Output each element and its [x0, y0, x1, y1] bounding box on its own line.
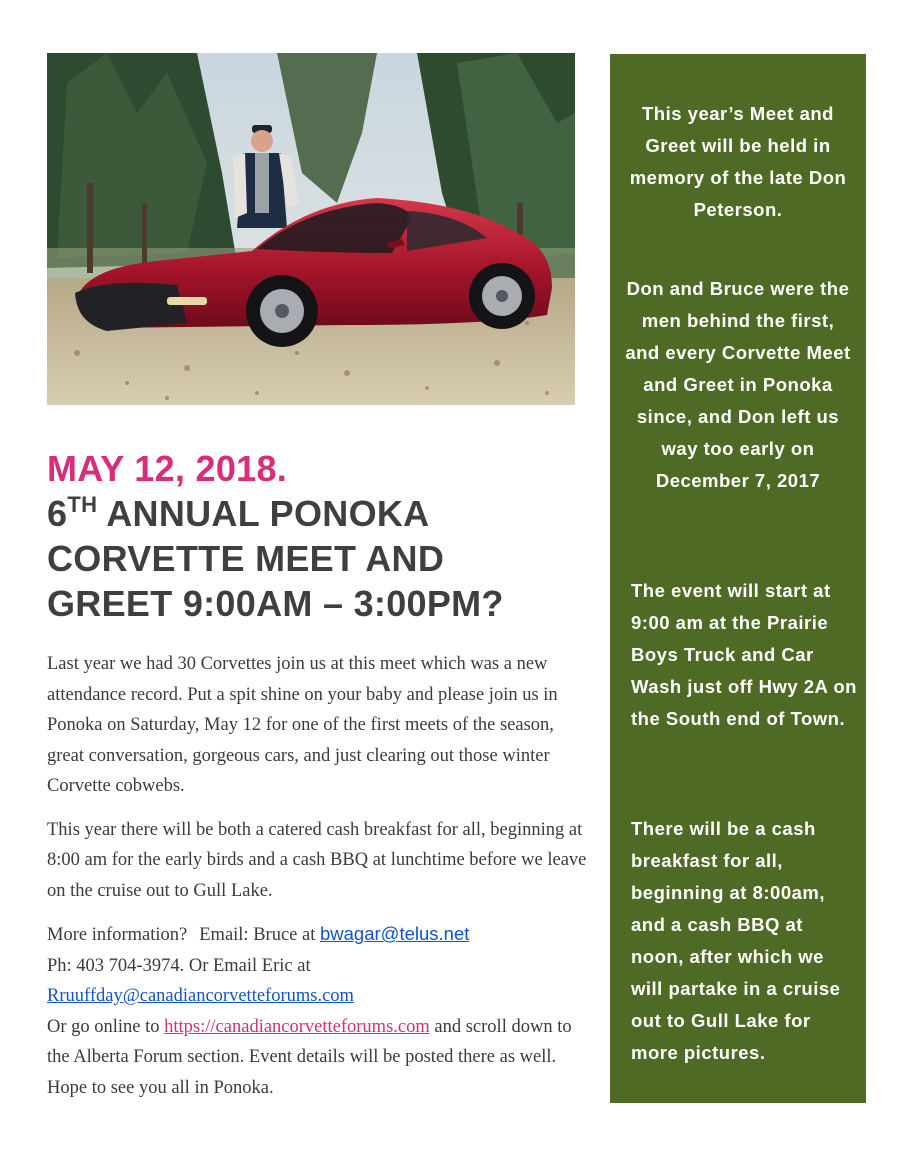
title-line-2: CORVETTE MEET AND: [47, 538, 445, 579]
title-ordinal-suffix: TH: [67, 492, 98, 517]
paragraph-attendance: Last year we had 30 Corvettes join us at this meet which was a new attendance record. Put a spit shine on your baby and please join us in Ponoka on Saturday, May 12 for one of the first meets of the season, great conversation, gorgeous cars, and just clearing out those winter Corvette cobwebs.: [47, 654, 558, 796]
email-label: Email: Bruce at: [199, 925, 320, 945]
online-suffix: and scroll down to the Alberta Forum section. Event details will be posted there as well. Hope to see you all in Ponoka.: [47, 1016, 572, 1098]
sidebar-memory: This year’s Meet and Greet will be held in memory of the late Don Peterson.: [629, 103, 847, 220]
event-heading: [47, 446, 607, 626]
body-text: [47, 649, 592, 1116]
sidebar-start-info: The event will start at 9:00 am at the Prairie Boys Truck and Car Wash just off Hwy 2A on the South end of Town.: [631, 580, 857, 729]
phone-line: Ph: 403 704-3974. Or Email Eric at: [47, 955, 311, 976]
title-line-1-rest: ANNUAL PONOKA: [97, 493, 430, 534]
more-info-label: More information?: [47, 925, 188, 945]
title-line-1: [47, 491, 607, 536]
title-line-3: GREET 9:00AM – 3:00PM?: [47, 583, 504, 624]
email-bruce-link[interactable]: bwagar@telus.net: [319, 923, 470, 944]
title-ordinal: 6: [47, 493, 68, 534]
paragraph-contact: [47, 919, 592, 1103]
event-date: MAY 12, 2018.: [47, 448, 288, 489]
email-eric-link[interactable]: Rruuffday@canadiancorvetteforums.com: [47, 986, 354, 1006]
info-sidebar: [610, 54, 866, 1103]
paragraph-food: This year there will be both a catered cash breakfast for all, beginning at 8:00 am for the early birds and a cash BBQ at lunchtime before we leave on the cruise out to Gull Lake.: [47, 819, 587, 901]
corvette-photo: [47, 53, 575, 405]
sidebar-tribute: Don and Bruce were the men behind the first, and every Corvette Meet and Greet in Ponoka since, and Don left us way too early on December 7, 2017: [625, 278, 851, 491]
event-title: [47, 491, 607, 626]
online-prefix: Or go online to: [47, 1016, 165, 1037]
sidebar-food-info: There will be a cash breakfast for all, beginning at 8:00am, and a cash BBQ at noon, after which we will partake in a cruise out to Gull Lake for more pictures.: [631, 818, 841, 1063]
website-link[interactable]: https://canadiancorvetteforums.com: [164, 1016, 430, 1037]
